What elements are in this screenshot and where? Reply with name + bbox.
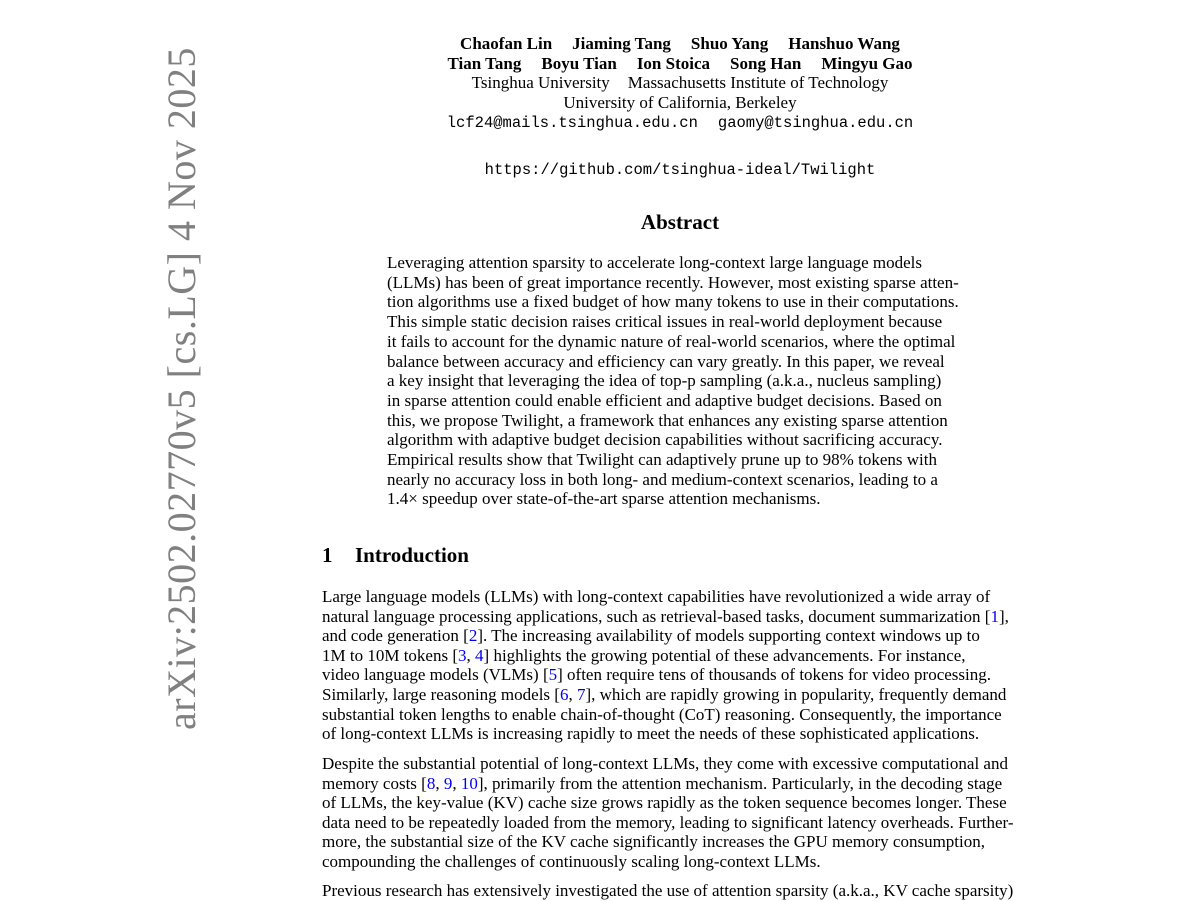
text-line: Empirical results show that Twilight can adaptively prune up to 98% tokens with [387,450,937,470]
text-line: This simple static decision raises critical issues in real-world deployment because [387,312,943,332]
text-line: nearly no accuracy loss in both long- and medium-context scenarios, leading to a [387,469,938,489]
text-line: Large language models (LLMs) with long-context capabilities have revolutionized a wide array of [322,587,991,606]
arxiv-identifier-stamp: arXiv:2502.02770v5 [cs.LG] 4 Nov 2025 [159,47,204,730]
repository-link[interactable]: https://github.com/tsinghua-ideal/Twilight [484,161,876,179]
text-line: Previous research has extensively investigated the use of attention sparsity (a.k.a., KV cache sparsity) [322,881,1014,900]
email-address[interactable]: lcf24@mails.tsinghua.edu.cn [446,114,698,132]
text-line: (LLMs) has been of great importance recently. However, most existing sparse atten- [387,272,959,292]
text-line: of LLMs, the key-value (KV) cache size grows rapidly as the token sequence becomes longer. These [322,793,1007,813]
text-line: and code generation [2]. The increasing availability of models supporting context windows up to [322,626,980,646]
citation-link[interactable]: 2 [468,626,478,646]
author-name: Chaofan Lin [460,34,553,53]
author-name: Mingyu Gao [821,53,913,73]
affiliation: Tsinghua University [471,73,610,92]
text-line: tion algorithms use a fixed budget of how many tokens to use in their computations. [387,292,959,312]
author-name: Tian Tang [447,53,522,73]
text-line: substantial token lengths to enable chain-of-thought (CoT) reasoning. Consequently, the importance [322,704,1002,724]
citation-link[interactable]: 10 [460,773,478,793]
text-line: data need to be repeatedly loaded from the memory, leading to significant latency overheads. Further- [322,812,1014,832]
intro-paragraph-2 [322,754,1038,872]
section-number: 1 [322,543,333,567]
text-line: compounding the challenges of continuously scaling long-context LLMs. [322,851,821,871]
author-name: Jiaming Tang [572,34,671,53]
abstract-body [387,253,974,509]
text-line: this, we propose Twilight, a framework that enhances any existing sparse attention [387,410,948,430]
text-line: in sparse attention could enable efficient and adaptive budget decisions. Based on [387,390,942,410]
author-line-2 [330,54,1030,74]
affiliation-line-1 [330,73,1030,93]
text-line: Leveraging attention sparsity to accelerate long-context large language models [387,253,922,272]
text-line: video language models (VLMs) [5] often require tens of thousands of tokens for video processing. [322,665,992,685]
text-line: natural language processing applications, such as retrieval-based tasks, document summarization [1], [322,606,1009,626]
text-line: a key insight that leveraging the idea of top-p sampling (a.k.a., nucleus sampling) [387,371,942,391]
intro-paragraph-1 [322,587,1038,744]
text-line: Despite the substantial potential of long-context LLMs, they come with excessive computational and [322,754,1008,773]
section-title: Introduction [355,543,469,567]
text-line: it fails to account for the dynamic nature of real-world scenarios, where the optimal [387,331,956,351]
affiliation-line-2: University of California, Berkeley [563,93,797,112]
author-name: Boyu Tian [541,53,617,73]
text-line: more, the substantial size of the KV cache significantly increases the GPU memory consumption, [322,832,985,852]
author-name: Shuo Yang [690,34,769,53]
citation-link[interactable]: 3 [458,645,467,665]
author-name: Hanshuo Wang [788,34,900,53]
abstract-heading: Abstract [640,210,720,234]
citation-link[interactable]: 6 [559,684,569,704]
email-address[interactable]: gaomy@tsinghua.edu.cn [717,114,914,132]
author-name: Song Han [730,53,802,73]
citation-link[interactable]: 7 [576,684,586,704]
text-line: of long-context LLMs is increasing rapidly to meet the needs of these sophisticated applications. [322,724,980,744]
citation-link[interactable]: 5 [548,665,558,685]
text-line: Similarly, large reasoning models [6, 7], which are rapidly growing in popularity, frequently demand [322,684,1007,704]
text-line: 1M to 10M tokens [3, 4] highlights the growing potential of these advancements. For instance, [322,645,966,665]
author-line-1 [330,34,1030,54]
affiliation: Massachusetts Institute of Technology [627,73,889,92]
citation-link[interactable]: 4 [475,645,484,665]
intro-paragraph-3 [322,881,1038,901]
text-line: memory costs [8, 9, 10], primarily from the attention mechanism. Particularly, in the decoding stage [322,773,1003,793]
text-line: balance between accuracy and efficiency can vary greatly. In this paper, we reveal [387,351,945,371]
author-block [330,34,1030,133]
email-line [330,113,1030,133]
section-heading [322,542,469,568]
text-line: algorithm with adaptive budget decision capabilities without sacrificing accuracy. [387,430,943,450]
citation-link[interactable]: 8 [426,773,436,793]
text-line: 1.4× speedup over state-of-the-art sparse attention mechanisms. [387,489,821,509]
citation-link[interactable]: 9 [443,773,453,793]
author-name: Ion Stoica [636,53,711,73]
citation-link[interactable]: 1 [990,606,999,626]
